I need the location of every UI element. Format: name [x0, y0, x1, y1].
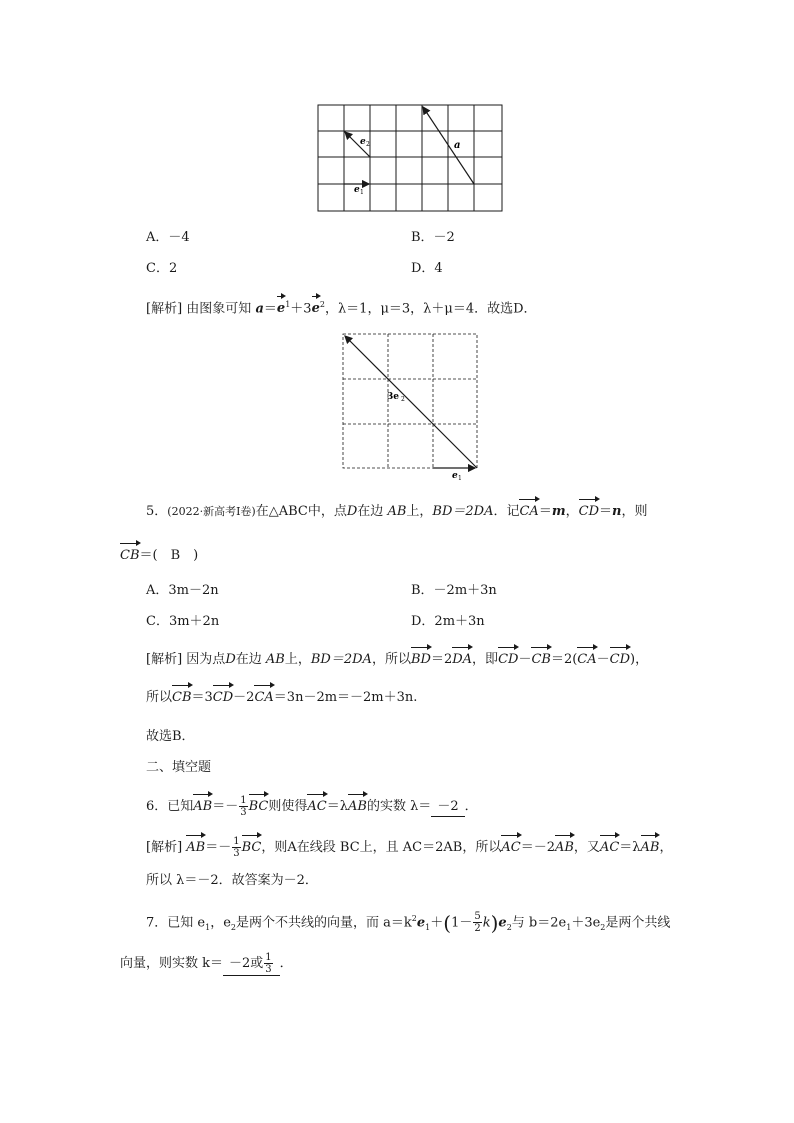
t: 的实数 λ＝ [366, 799, 432, 814]
plus3: ＋3 [290, 301, 312, 317]
bd: BD＝2DA [310, 652, 372, 667]
t: 与 b＝2e [511, 915, 567, 931]
vec-cd: CD [578, 504, 599, 519]
analysis-tag: [解析] [146, 840, 183, 855]
t: ，又 [573, 840, 600, 855]
t: 所以 [384, 652, 411, 667]
label-3e2-sub: 2 [401, 396, 405, 403]
m: m [551, 504, 566, 519]
vec-cd: CD [609, 652, 631, 667]
q7-stem-2 [120, 952, 293, 976]
vec-bd: BD [410, 652, 431, 667]
vec-bc: BC [241, 840, 262, 855]
q5-option-c: C．3m＋2n [146, 614, 220, 629]
eq: ＝2 [430, 652, 453, 667]
q5-option-d: D．2m＋3n [411, 614, 485, 629]
vec-cb: CB [120, 548, 140, 563]
den: 2 [474, 923, 481, 935]
t: 是两个不共线的向量，而 a＝k [236, 915, 412, 931]
q7-stem [146, 910, 670, 937]
eq: ＝－2 [520, 840, 555, 855]
figure-grid-vectors [317, 104, 503, 212]
q5-conclusion: 故选B． [146, 729, 195, 744]
eq: ＝ [599, 504, 613, 519]
q5-answer: ＝( B ) [139, 548, 199, 563]
frac [264, 952, 272, 975]
vector-e2-label: e [360, 137, 366, 147]
ans: －2或 [229, 956, 264, 971]
minus: － [518, 652, 532, 667]
vec-cd: CD [212, 690, 234, 705]
q6-stem [146, 795, 478, 818]
vec-a: a [255, 301, 264, 317]
section-title: 二、填空题 [146, 760, 212, 775]
q4-option-b: B．－2 [411, 230, 455, 245]
frac [473, 911, 481, 934]
t: ，则A在线段 BC上，且 AC＝2AB，所以 [261, 840, 502, 855]
t: 所以 [146, 690, 173, 705]
t: 上， [284, 652, 311, 667]
eq: ＝ [263, 301, 277, 317]
sub: 2 [230, 922, 236, 932]
analysis-text: 由图象可知 [186, 301, 252, 317]
vec-ac: AC [599, 840, 620, 855]
q4-option-d: D．4 [411, 261, 443, 276]
e: e [498, 915, 507, 931]
label-3e2: 3e [387, 392, 399, 402]
q6-analysis-2: 所以 λ＝－2．故答案为－2． [146, 873, 318, 888]
minus: － [596, 652, 610, 667]
sub: 2 [600, 922, 606, 932]
vec-bc: BC [248, 799, 269, 814]
d: D [225, 652, 236, 667]
q5-ab: AB [387, 504, 407, 519]
vec-ca: CA [577, 652, 597, 667]
close: )， [630, 652, 649, 667]
vector-3e2-arrow [345, 336, 477, 468]
den: 3 [265, 964, 272, 975]
vec-ab: AB [193, 799, 213, 814]
q5-analysis-2 [146, 689, 417, 707]
e: e [416, 915, 426, 931]
q5-bd: BD＝2DA [432, 504, 494, 519]
t: ，e [210, 915, 231, 931]
q6-answer: －2 [431, 798, 464, 817]
t: 则使得 [268, 799, 308, 814]
t: ． [279, 956, 293, 971]
vec-ab: AB [186, 840, 206, 855]
m2: －2 [233, 690, 255, 705]
q4-option-c: C．2 [146, 261, 178, 276]
vec-ac: AC [307, 799, 327, 814]
sub: 1 [425, 922, 431, 932]
k: k [482, 915, 491, 931]
q5-stem [146, 503, 647, 521]
q5-text3: 上， [406, 504, 433, 519]
t: ＝3n－2m＝－2m＋3n. [273, 690, 418, 705]
vector-a-label: a [454, 140, 461, 151]
sup: 2 [411, 914, 417, 923]
t: ． [464, 799, 478, 814]
then: ，则 [621, 504, 648, 519]
figure-dashed-grid [340, 331, 480, 482]
q6-analysis: [解析] AB＝－ $\frac{1}{3}$ BC，则A在线段 BC上，且 AC＝2AB，所以AC＝－2AB，又AC＝λAB， [146, 836, 673, 859]
eq: ＝λ [326, 799, 348, 814]
eq: ＝－ [212, 799, 239, 814]
t: 向量，则实数 k＝ [120, 956, 224, 971]
vector-e1-label: e [354, 185, 360, 195]
q5-stem-2 [120, 547, 198, 565]
num: 1 [240, 795, 247, 806]
t: 因为点 [186, 652, 226, 667]
q4-option-a: A．－4 [146, 230, 190, 245]
num: 1 [265, 952, 272, 963]
den: 3 [240, 807, 247, 818]
analysis-tag: [解析] [146, 301, 183, 317]
q5-option-a: A．3m－2n [146, 583, 219, 598]
sub: 2 [506, 922, 512, 932]
eq: ＝λ [619, 840, 641, 855]
t: 是两个共线 [605, 915, 671, 931]
vector-e1-sub: 1 [360, 189, 364, 196]
q5-text: 在△ABC中，点 [255, 504, 347, 519]
q5-text4: ．记 [493, 504, 520, 519]
q7-answer [223, 952, 280, 976]
t: ＋3e [571, 915, 601, 931]
q5-option-b: B．－2m＋3n [411, 583, 497, 598]
vec-da: DA [452, 652, 473, 667]
vec-ca: CA [519, 504, 539, 519]
vec-cd: CD [498, 652, 519, 667]
frac [232, 836, 240, 859]
sub: 1 [566, 922, 572, 932]
eq: ＝2( [550, 652, 578, 667]
label-e1-2-sub: 1 [458, 475, 462, 482]
analysis-tag: [解析] [146, 652, 183, 667]
t: 在边 [235, 652, 262, 667]
vec-e1: e [276, 301, 286, 317]
ab: AB [265, 652, 285, 667]
num: 1 [233, 836, 240, 847]
q4-analysis: [解析] 由图象可知 $a=e^1+3e^2$，λ＝1，μ＝3，λ＋μ＝4．故选D． [146, 300, 537, 317]
vec-cb: CB [531, 652, 551, 667]
analysis-rest: ，λ＝1，μ＝3，λ＋μ＝4．故选D． [324, 301, 537, 317]
q5-d: D [346, 504, 358, 519]
eq: ＝ [538, 504, 552, 519]
comma: ， [565, 504, 579, 519]
t: ＋ [430, 915, 444, 931]
vec-ab: AB [347, 799, 367, 814]
vec-cb: CB [172, 690, 192, 705]
sub: 1 [205, 922, 211, 932]
vec-ab: AB [640, 840, 660, 855]
label-e1-2: e [452, 471, 458, 481]
q6-num: 6．已知 [146, 799, 194, 814]
t: 7．已知 e [146, 915, 206, 931]
t: ，即 [472, 652, 499, 667]
q5-source: (2022·新高考Ⅰ卷) [167, 505, 256, 518]
paren: ( [443, 910, 452, 935]
t: 1－ [451, 915, 473, 931]
num: 5 [474, 911, 481, 923]
vec-ab: AB [554, 840, 574, 855]
eq: ＝3 [191, 690, 213, 705]
n: n [612, 504, 622, 519]
vec-ca: CA [254, 690, 274, 705]
q5-analysis: [解析] 因为点D在边 AB上，BD＝2DA，所以BD＝2DA，即CD－CB＝2(CA－CD)， [146, 652, 649, 667]
vec-ac: AC [501, 840, 521, 855]
eq: ＝－ [205, 840, 232, 855]
vector-e2-sub: 2 [366, 141, 370, 148]
q5-num: 5． [146, 504, 168, 519]
frac [239, 795, 247, 818]
q5-text2: 在边 [357, 504, 384, 519]
den: 3 [233, 848, 240, 859]
vec-e2: e [311, 301, 320, 317]
paren: ) [490, 910, 499, 935]
